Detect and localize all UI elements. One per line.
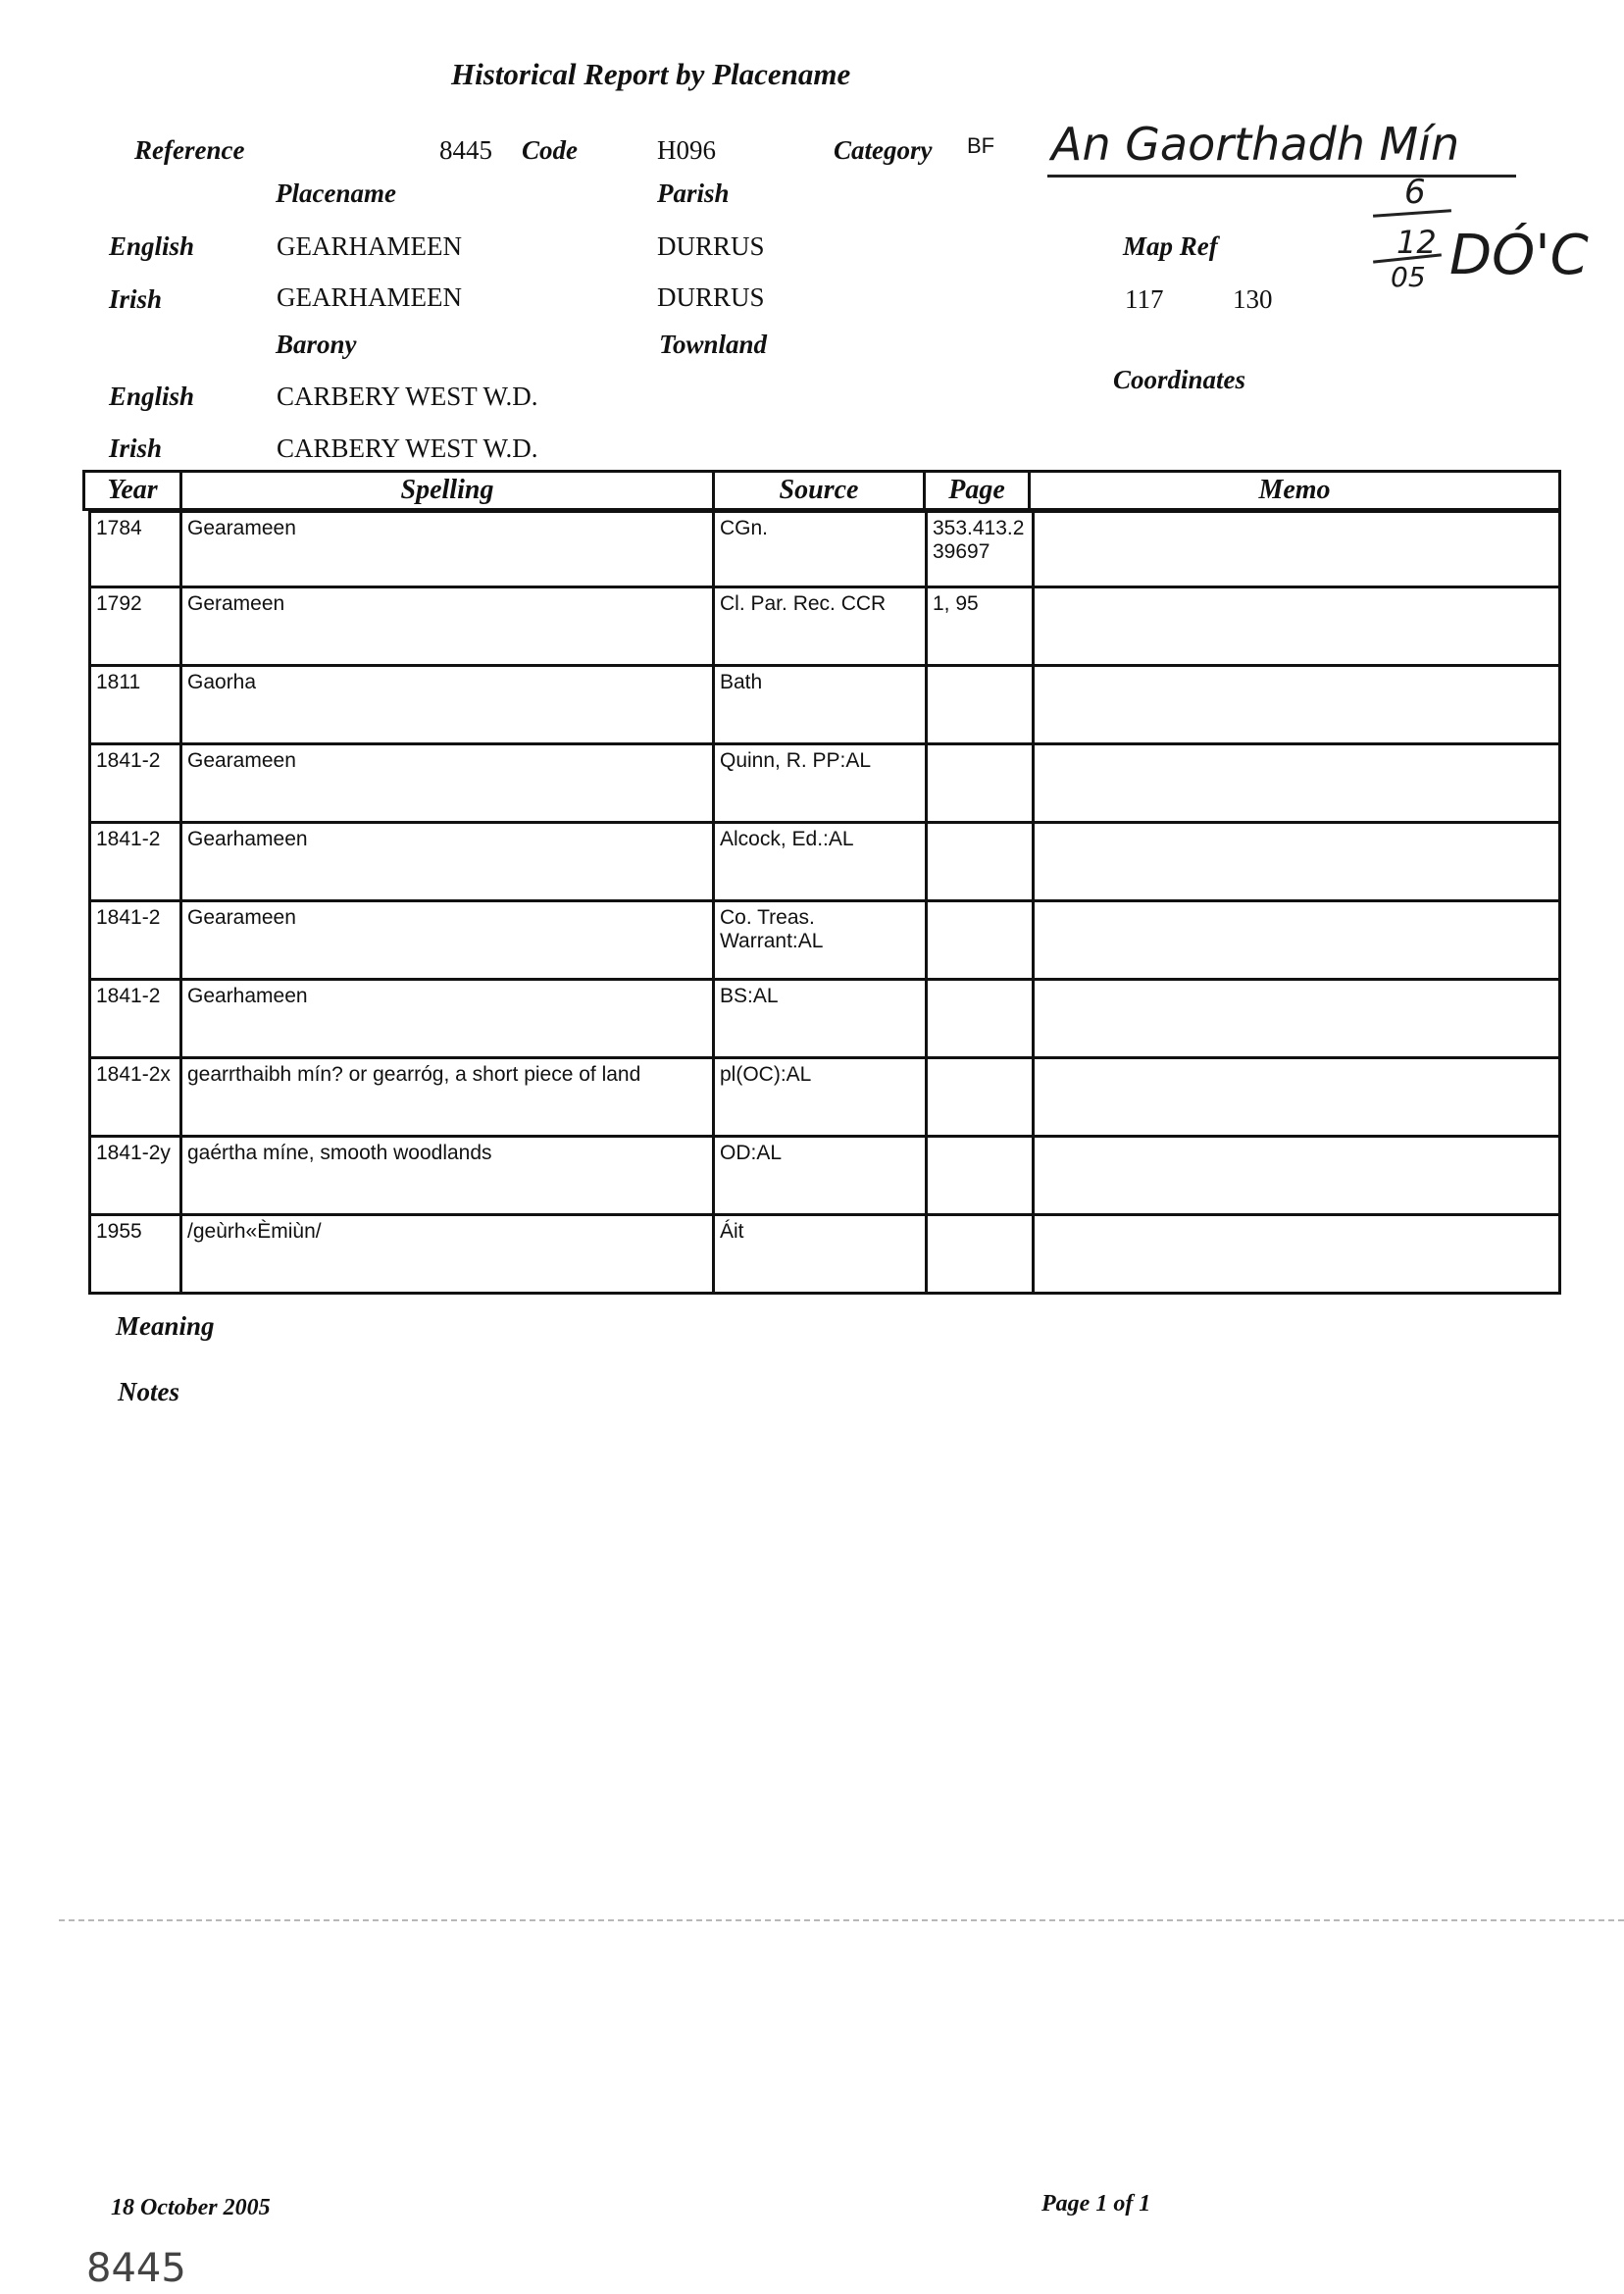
cell-source: Co. Treas. Warrant:AL	[720, 906, 824, 952]
cell-page	[928, 981, 1032, 1056]
table-body	[88, 510, 1561, 1295]
table-row	[88, 981, 1561, 1059]
table-row	[88, 1059, 1561, 1138]
cell-year: 1784	[96, 517, 142, 539]
header-year: Year	[107, 475, 158, 505]
cell-year: 1841-2y	[96, 1142, 171, 1164]
cell-source: CGn.	[720, 517, 769, 539]
map-ref-y: 130	[1233, 284, 1273, 314]
table-row	[88, 824, 1561, 902]
header-source: Source	[779, 475, 859, 505]
cell-year: 1955	[96, 1220, 142, 1243]
reference-label: Reference	[134, 135, 245, 165]
cell-spelling: Gearameen	[187, 749, 296, 772]
placename-english: GEARHAMEEN	[277, 231, 462, 261]
placename-label: Placename	[276, 178, 396, 208]
table-row	[88, 902, 1561, 981]
irish-label-barony: Irish	[109, 433, 163, 463]
handwritten-fraction-top: 6	[1404, 173, 1426, 212]
table-header-row	[82, 470, 1561, 511]
table-row	[88, 588, 1561, 667]
table-row	[88, 1216, 1561, 1295]
cell-memo	[1035, 667, 1558, 742]
parish-english: DURRUS	[657, 231, 765, 261]
cell-page: 353.413.2 39697	[933, 517, 1025, 563]
table-row	[88, 745, 1561, 824]
cell-memo	[1035, 1216, 1558, 1292]
reference-value: 8445	[439, 135, 492, 165]
cell-source: Bath	[720, 671, 763, 693]
code-label: Code	[522, 135, 578, 165]
placename-irish: GEARHAMEEN	[277, 282, 462, 312]
cell-year: 1841-2	[96, 828, 161, 850]
handwritten-fraction-bottom: 05	[1391, 261, 1426, 293]
cell-spelling: Gearhameen	[187, 828, 308, 850]
cell-year: 1811	[96, 671, 141, 693]
parish-irish: DURRUS	[657, 282, 765, 312]
handwritten-bottom-number: 8445	[86, 2246, 186, 2291]
cell-year: 1841-2	[96, 749, 161, 772]
barony-irish: CARBERY WEST W.D.	[277, 433, 538, 463]
category-value: BF	[967, 133, 995, 158]
report-title: Historical Report by Placename	[451, 57, 851, 91]
cell-page	[928, 824, 1032, 899]
parish-label: Parish	[657, 178, 730, 208]
cell-memo	[1035, 981, 1558, 1056]
map-ref-label: Map Ref	[1123, 231, 1218, 261]
cell-page: 1, 95	[933, 592, 979, 615]
scan-fold-line	[59, 1919, 1624, 1921]
townland-label: Townland	[659, 330, 768, 359]
cell-source: Áit	[720, 1220, 744, 1243]
cell-memo	[1035, 902, 1558, 978]
cell-spelling: Gaorha	[187, 671, 257, 693]
handwritten-underline	[1047, 175, 1516, 178]
handwritten-initials: DÓ'C	[1449, 224, 1589, 287]
cell-page	[928, 1059, 1032, 1135]
category-label: Category	[834, 135, 933, 165]
cell-source: pl(OC):AL	[720, 1063, 812, 1086]
cell-spelling: /geùrh«Èmiùn/	[187, 1220, 322, 1243]
footer-date: 18 October 2005	[111, 2195, 271, 2220]
english-label: English	[109, 231, 195, 261]
coordinates-label: Coordinates	[1113, 365, 1246, 394]
code-value: H096	[657, 135, 716, 165]
cell-year: 1841-2	[96, 906, 161, 929]
handwritten-fraction-mid: 12	[1396, 224, 1437, 261]
cell-page	[928, 1216, 1032, 1292]
table-row	[88, 1138, 1561, 1216]
header-spelling: Spelling	[400, 475, 494, 505]
cell-page	[928, 902, 1032, 978]
cell-memo	[1035, 513, 1558, 586]
cell-year: 1841-2	[96, 985, 161, 1007]
cell-memo	[1035, 824, 1558, 899]
barony-english: CARBERY WEST W.D.	[277, 382, 538, 411]
table-row	[88, 667, 1561, 745]
cell-year: 1841-2x	[96, 1063, 171, 1086]
cell-spelling: Gearhameen	[187, 985, 308, 1007]
cell-source: Alcock, Ed.:AL	[720, 828, 854, 850]
cell-page	[928, 1138, 1032, 1213]
header-memo: Memo	[1258, 475, 1331, 505]
cell-page	[928, 745, 1032, 821]
cell-source: BS:AL	[720, 985, 779, 1007]
cell-spelling: Gearameen	[187, 906, 296, 929]
handwritten-irish-name: An Gaorthadh Mín	[1051, 118, 1460, 171]
cell-memo	[1035, 1138, 1558, 1213]
table-row	[88, 510, 1561, 588]
cell-spelling: Gearameen	[187, 517, 296, 539]
cell-spelling: gearrthaibh mín? or gearróg, a short piece of land	[187, 1063, 641, 1086]
cell-spelling: Gerameen	[187, 592, 285, 615]
notes-label: Notes	[118, 1377, 179, 1406]
footer-page: Page 1 of 1	[1041, 2191, 1151, 2217]
cell-page	[928, 667, 1032, 742]
cell-memo	[1035, 1059, 1558, 1135]
cell-source: OD:AL	[720, 1142, 783, 1164]
english-label-barony: English	[109, 382, 195, 411]
irish-label: Irish	[109, 284, 163, 314]
cell-memo	[1035, 745, 1558, 821]
cell-source: Cl. Par. Rec. CCR	[720, 592, 887, 615]
cell-spelling: gaértha míne, smooth woodlands	[187, 1142, 492, 1164]
meaning-label: Meaning	[116, 1311, 215, 1341]
cell-year: 1792	[96, 592, 142, 615]
header-page: Page	[948, 475, 1005, 505]
cell-memo	[1035, 588, 1558, 664]
cell-source: Quinn, R. PP:AL	[720, 749, 872, 772]
map-ref-x: 117	[1125, 284, 1164, 314]
barony-label: Barony	[276, 330, 357, 359]
